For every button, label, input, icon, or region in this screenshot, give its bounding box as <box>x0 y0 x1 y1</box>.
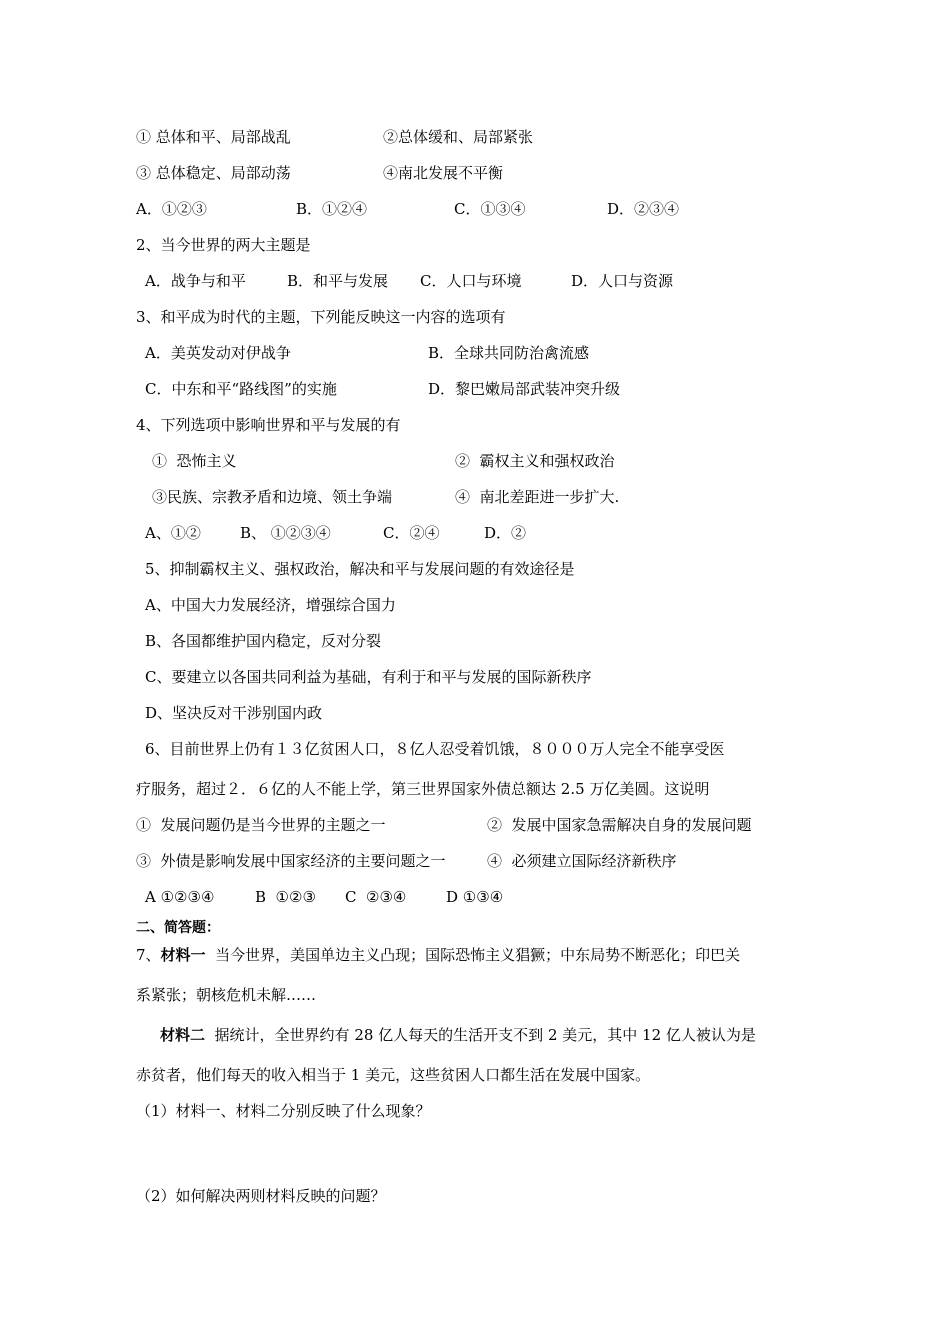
q5-choice-d: D、坚决反对干涉别国内政 <box>145 704 323 722</box>
q7-material-2-text: 据统计，全世界约有 28 亿人每天的生活开支不到 2 美元，其中 12 亿人被认为是 <box>205 1026 756 1044</box>
q6-option-2: ② 发展中国家急需解决自身的发展问题 <box>487 816 752 834</box>
q5-choice-c: C、要建立以各国共同利益为基础，有利于和平与发展的国际新秩序 <box>145 668 592 686</box>
q7-sub-question-2: （2）如何解决两则材料反映的问题？ <box>136 1187 386 1205</box>
q3-stem: 3、和平成为时代的主题，下列能反映这一内容的选项有 <box>136 308 506 326</box>
q2-choice-d: D．人口与资源 <box>571 272 674 290</box>
q2-choice-c: C．人口与环境 <box>420 272 522 290</box>
q6-choice-c: C ②③④ <box>345 888 407 906</box>
q4-choice-c: C．②④ <box>383 524 440 542</box>
q7-material-1-label: 材料一 <box>160 946 206 964</box>
q2-choice-b: B．和平与发展 <box>287 272 389 290</box>
q7-material-2-label: 材料二 <box>160 1026 206 1044</box>
q4-option-3: ③民族、宗教矛盾和边境、领土争端 <box>152 488 393 506</box>
q7-material-1-line-1 <box>136 945 740 965</box>
q1-choice-b: B．①②④ <box>296 200 368 218</box>
q1-choice-a: A．①②③ <box>136 200 207 218</box>
q6-choice-b: B ①②③ <box>255 888 316 906</box>
q7-material-2-line-1 <box>160 1025 756 1045</box>
q4-choice-d: D．② <box>484 524 527 542</box>
q6-choice-d: D ①③④ <box>446 888 504 906</box>
q4-option-2: ② 霸权主义和强权政治 <box>455 452 615 470</box>
q1-option-3: ③ 总体稳定、局部动荡 <box>136 164 291 182</box>
q2-choice-a: A．战争与和平 <box>145 272 246 290</box>
q4-choice-b: B、 ①②③④ <box>240 524 331 542</box>
q1-choice-d: D．②③④ <box>607 200 680 218</box>
q7-material-1-text: 当今世界，美国单边主义凸现；国际恐怖主义猖獗；中东局势不断恶化；印巴关 <box>205 946 741 964</box>
q6-choice-a: A ①②③④ <box>145 888 215 906</box>
q4-choice-a: A、①② <box>145 524 201 542</box>
q7-material-2-line-2: 赤贫者，他们每天的收入相当于 1 美元，这些贫困人口都生活在发展中国家。 <box>136 1066 651 1084</box>
q3-choice-c: C．中东和平“路线图”的实施 <box>145 380 337 398</box>
q1-option-1: ① 总体和平、局部战乱 <box>136 128 291 146</box>
q7-material-1-line-2: 系紧张；朝核危机未解…… <box>136 986 317 1004</box>
section-heading: 二、简答题： <box>136 920 220 936</box>
q4-option-4: ④ 南北差距进一步扩大. <box>455 488 620 506</box>
q2-stem: 2、当今世界的两大主题是 <box>136 236 311 254</box>
q1-option-4: ④南北发展不平衡 <box>383 164 504 182</box>
q4-option-1: ① 恐怖主义 <box>152 452 237 470</box>
q1-choice-c: C．①③④ <box>454 200 526 218</box>
q1-option-2: ②总体缓和、局部紧张 <box>383 128 534 146</box>
q6-option-4: ④ 必须建立国际经济新秩序 <box>487 852 677 870</box>
q3-choice-d: D．黎巴嫩局部武装冲突升级 <box>428 380 621 398</box>
q3-choice-a: A．美英发动对伊战争 <box>145 344 291 362</box>
q5-stem: 5、抑制霸权主义、强权政治，解决和平与发展问题的有效途径是 <box>145 560 575 578</box>
q7-number: 7、 <box>136 946 161 964</box>
q6-option-1: ① 发展问题仍是当今世界的主题之一 <box>136 816 386 834</box>
q6-stem-line-1: 6、目前世界上仍有１３亿贫困人口，８亿人忍受着饥饿，８０００万人完全不能享受医 <box>145 740 725 758</box>
q5-choice-a: A、中国大力发展经济，增强综合国力 <box>145 596 396 614</box>
q7-sub-question-1: （1）材料一、材料二分别反映了什么现象？ <box>136 1102 431 1120</box>
q5-choice-b: B、各国都维护国内稳定，反对分裂 <box>145 632 382 650</box>
q3-choice-b: B．全球共同防治禽流感 <box>428 344 590 362</box>
q6-stem-line-2: 疗服务，超过２．６亿的人不能上学，第三世界国家外债总额达 2.5 万亿美圆。这说明 <box>136 780 710 798</box>
q4-stem: 4、下列选项中影响世界和平与发展的有 <box>136 416 401 434</box>
q6-option-3: ③ 外债是影响发展中国家经济的主要问题之一 <box>136 852 446 870</box>
